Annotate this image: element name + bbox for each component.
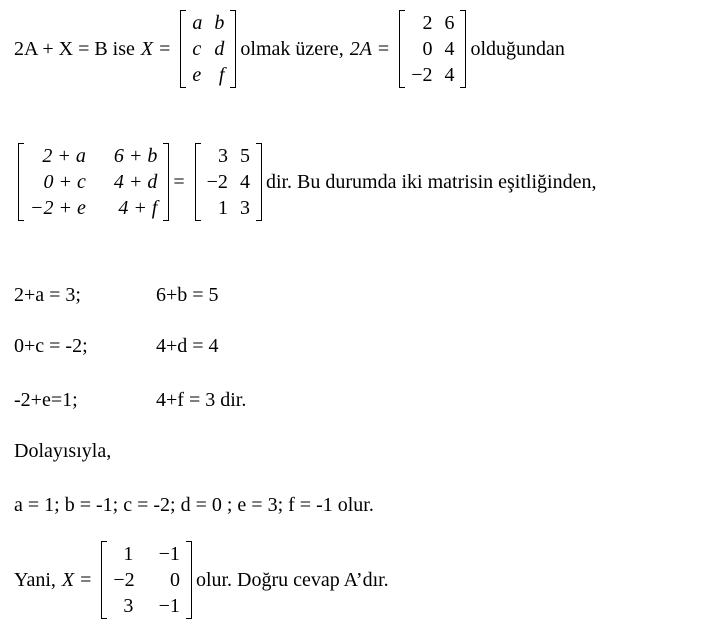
line1-eq2: = xyxy=(377,37,390,60)
matrix-cell: 6 + b xyxy=(113,145,158,167)
final-prefix: Yani, xyxy=(14,568,56,591)
matrix-cell: f xyxy=(218,64,225,86)
matrix-cell: 1 xyxy=(217,197,228,219)
matrix-cell: 0 + c xyxy=(43,171,86,193)
matrix-cell: 2 xyxy=(422,12,433,34)
matrix-2a xyxy=(399,10,466,88)
matrix-cell: −2 + e xyxy=(30,197,86,219)
matrix-cell: 0 xyxy=(422,38,433,60)
line1-mid: olmak üzere, xyxy=(240,37,344,60)
equation-row xyxy=(14,387,614,413)
matrix-cell: −2 xyxy=(206,171,228,193)
matrix-cell: 0 xyxy=(169,569,180,591)
matrix-cell: 4 xyxy=(444,64,455,86)
matrix-cell: 2 + a xyxy=(42,145,86,167)
matrix-cell: −1 xyxy=(158,595,180,617)
matrix-cell: 4 xyxy=(444,38,455,60)
line-final-answer xyxy=(14,541,389,619)
equation-right: 6+b = 5 xyxy=(156,283,219,306)
matrix-cell: 3 xyxy=(239,197,250,219)
line-matrix-equation xyxy=(14,143,596,221)
matrix-cell: −2 xyxy=(411,64,433,86)
matrix-cell: −2 xyxy=(113,569,135,591)
line2-eq: = xyxy=(173,170,185,193)
final-x-var: X xyxy=(61,568,75,591)
matrix-cell: 4 xyxy=(239,171,250,193)
equation-right: 4+d = 4 xyxy=(156,334,219,357)
equation-left: 2+a = 3; xyxy=(14,283,81,306)
line2-suffix: dir. Bu durumda iki matrisin eşitliğinden, xyxy=(265,170,597,193)
matrix-cell: −1 xyxy=(158,543,180,565)
final-eq: = xyxy=(80,568,92,591)
matrix-cell: c xyxy=(192,38,202,60)
matrix-cell: 6 xyxy=(444,12,455,34)
matrix-cell: d xyxy=(214,38,225,60)
equation-row xyxy=(14,282,614,308)
matrix-x-symbolic xyxy=(180,10,236,88)
equation-left: 0+c = -2; xyxy=(14,334,88,357)
matrix-b xyxy=(195,143,262,221)
line1-x-var: X xyxy=(140,37,154,60)
matrix-cell: 4 + f xyxy=(118,197,158,219)
matrix-cell: 5 xyxy=(239,145,250,167)
matrix-cell: a xyxy=(192,12,203,34)
equation-left: -2+e=1; xyxy=(14,388,78,411)
dolayisiyla-label: Dolayısıyla, xyxy=(14,440,112,462)
equation-right: 4+f = 3 dir. xyxy=(156,388,247,411)
matrix-cell: 1 xyxy=(123,543,134,565)
line1-suffix: olduğundan xyxy=(470,37,565,60)
line-definition xyxy=(14,10,565,88)
matrix-cell: e xyxy=(192,64,202,86)
matrix-cell: 3 xyxy=(217,145,228,167)
equation-row xyxy=(14,333,614,359)
result-label: a = 1; b = -1; c = -2; d = 0 ; e = 3; f = -1 olur. xyxy=(14,494,374,516)
matrix-cell: b xyxy=(214,12,225,34)
line1-eq: = xyxy=(159,37,171,60)
line1-two-a: 2A xyxy=(349,37,372,60)
matrix-sum xyxy=(18,143,169,221)
dolayisiyla-text xyxy=(14,440,111,463)
matrix-x-result xyxy=(101,541,192,619)
matrix-cell: 3 xyxy=(123,595,134,617)
final-suffix: olur. Doğru cevap A’dır. xyxy=(195,568,389,591)
result-text xyxy=(14,494,374,517)
line1-prefix: 2A + X = B ise xyxy=(14,37,135,60)
matrix-cell: 4 + d xyxy=(113,171,158,193)
